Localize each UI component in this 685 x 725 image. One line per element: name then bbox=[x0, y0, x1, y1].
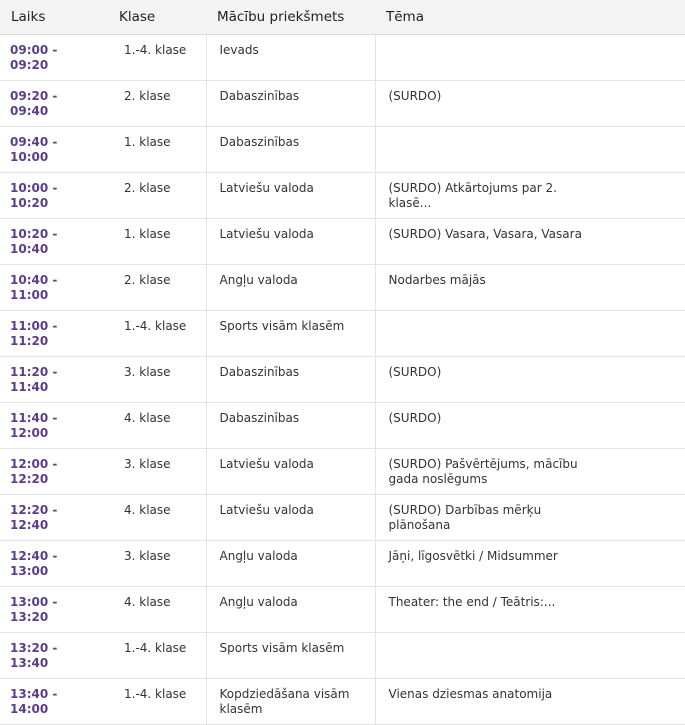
topic-cell bbox=[375, 633, 685, 679]
subject-cell: Angļu valoda bbox=[206, 587, 375, 633]
topic-cell: Vienas dziesmas anatomija bbox=[375, 679, 685, 725]
subject-cell: Dabaszinības bbox=[206, 81, 375, 127]
table-row bbox=[0, 35, 685, 81]
table-row bbox=[0, 403, 685, 449]
subject-cell: Dabaszinības bbox=[206, 403, 375, 449]
table-row bbox=[0, 265, 685, 311]
class-cell: 4. klase bbox=[108, 587, 206, 633]
column-header-time[interactable]: Laiks bbox=[0, 0, 108, 35]
time-cell: 12:20 - 12:40 bbox=[0, 495, 108, 541]
topic-cell: (SURDO) Pašvērtējums, mācību gada noslēgums bbox=[375, 449, 685, 495]
topic-cell: (SURDO) Atkārtojums par 2. klasē... bbox=[375, 173, 685, 219]
column-header-subject[interactable]: Mācību priekšmets bbox=[206, 0, 375, 35]
table-row bbox=[0, 633, 685, 679]
class-cell: 2. klase bbox=[108, 265, 206, 311]
subject-cell: Latviešu valoda bbox=[206, 449, 375, 495]
time-cell: 09:00 - 09:20 bbox=[0, 35, 108, 81]
table-row bbox=[0, 173, 685, 219]
class-cell: 1. klase bbox=[108, 219, 206, 265]
time-cell: 10:20 - 10:40 bbox=[0, 219, 108, 265]
table-row bbox=[0, 81, 685, 127]
time-cell: 12:00 - 12:20 bbox=[0, 449, 108, 495]
class-cell: 1.-4. klase bbox=[108, 311, 206, 357]
time-cell: 13:00 - 13:20 bbox=[0, 587, 108, 633]
class-cell: 2. klase bbox=[108, 173, 206, 219]
subject-cell: Ievads bbox=[206, 35, 375, 81]
subject-cell: Angļu valoda bbox=[206, 541, 375, 587]
subject-cell: Dabaszinības bbox=[206, 127, 375, 173]
class-cell: 3. klase bbox=[108, 449, 206, 495]
time-cell: 10:00 - 10:20 bbox=[0, 173, 108, 219]
column-header-topic[interactable]: Tēma bbox=[375, 0, 685, 35]
time-cell: 09:40 - 10:00 bbox=[0, 127, 108, 173]
topic-cell bbox=[375, 35, 685, 81]
topic-cell: (SURDO) bbox=[375, 357, 685, 403]
table-row bbox=[0, 311, 685, 357]
time-cell: 11:20 - 11:40 bbox=[0, 357, 108, 403]
time-cell: 13:20 - 13:40 bbox=[0, 633, 108, 679]
subject-cell: Latviešu valoda bbox=[206, 495, 375, 541]
class-cell: 4. klase bbox=[108, 495, 206, 541]
topic-cell bbox=[375, 127, 685, 173]
topic-cell: Jāņi, līgosvētki / Midsummer bbox=[375, 541, 685, 587]
header-row bbox=[0, 0, 685, 35]
subject-cell: Latviešu valoda bbox=[206, 219, 375, 265]
time-cell: 12:40 - 13:00 bbox=[0, 541, 108, 587]
class-cell: 3. klase bbox=[108, 357, 206, 403]
class-cell: 2. klase bbox=[108, 81, 206, 127]
class-cell: 1.-4. klase bbox=[108, 35, 206, 81]
table-row bbox=[0, 495, 685, 541]
table-row bbox=[0, 219, 685, 265]
time-cell: 11:40 - 12:00 bbox=[0, 403, 108, 449]
table-body bbox=[0, 35, 685, 725]
table-row bbox=[0, 679, 685, 725]
class-cell: 3. klase bbox=[108, 541, 206, 587]
topic-cell: (SURDO) bbox=[375, 403, 685, 449]
subject-cell: Latviešu valoda bbox=[206, 173, 375, 219]
class-cell: 1.-4. klase bbox=[108, 633, 206, 679]
subject-cell: Dabaszinības bbox=[206, 357, 375, 403]
subject-cell: Sports visām klasēm bbox=[206, 633, 375, 679]
table-row bbox=[0, 449, 685, 495]
table-row bbox=[0, 541, 685, 587]
table-row bbox=[0, 127, 685, 173]
table-header bbox=[0, 0, 685, 35]
subject-cell: Sports visām klasēm bbox=[206, 311, 375, 357]
topic-cell bbox=[375, 311, 685, 357]
topic-cell: Nodarbes mājās bbox=[375, 265, 685, 311]
class-cell: 1. klase bbox=[108, 127, 206, 173]
topic-cell: (SURDO) bbox=[375, 81, 685, 127]
column-header-class[interactable]: Klase bbox=[108, 0, 206, 35]
subject-cell: Kopdziedāšana visām klasēm bbox=[206, 679, 375, 725]
class-cell: 1.-4. klase bbox=[108, 679, 206, 725]
subject-cell: Angļu valoda bbox=[206, 265, 375, 311]
time-cell: 13:40 - 14:00 bbox=[0, 679, 108, 725]
time-cell: 09:20 - 09:40 bbox=[0, 81, 108, 127]
topic-cell: (SURDO) Darbības mērķu plānošana bbox=[375, 495, 685, 541]
table-row bbox=[0, 357, 685, 403]
table-row bbox=[0, 587, 685, 633]
time-cell: 11:00 - 11:20 bbox=[0, 311, 108, 357]
class-cell: 4. klase bbox=[108, 403, 206, 449]
topic-cell: Theater: the end / Teātris:... bbox=[375, 587, 685, 633]
topic-cell: (SURDO) Vasara, Vasara, Vasara bbox=[375, 219, 685, 265]
time-cell: 10:40 - 11:00 bbox=[0, 265, 108, 311]
